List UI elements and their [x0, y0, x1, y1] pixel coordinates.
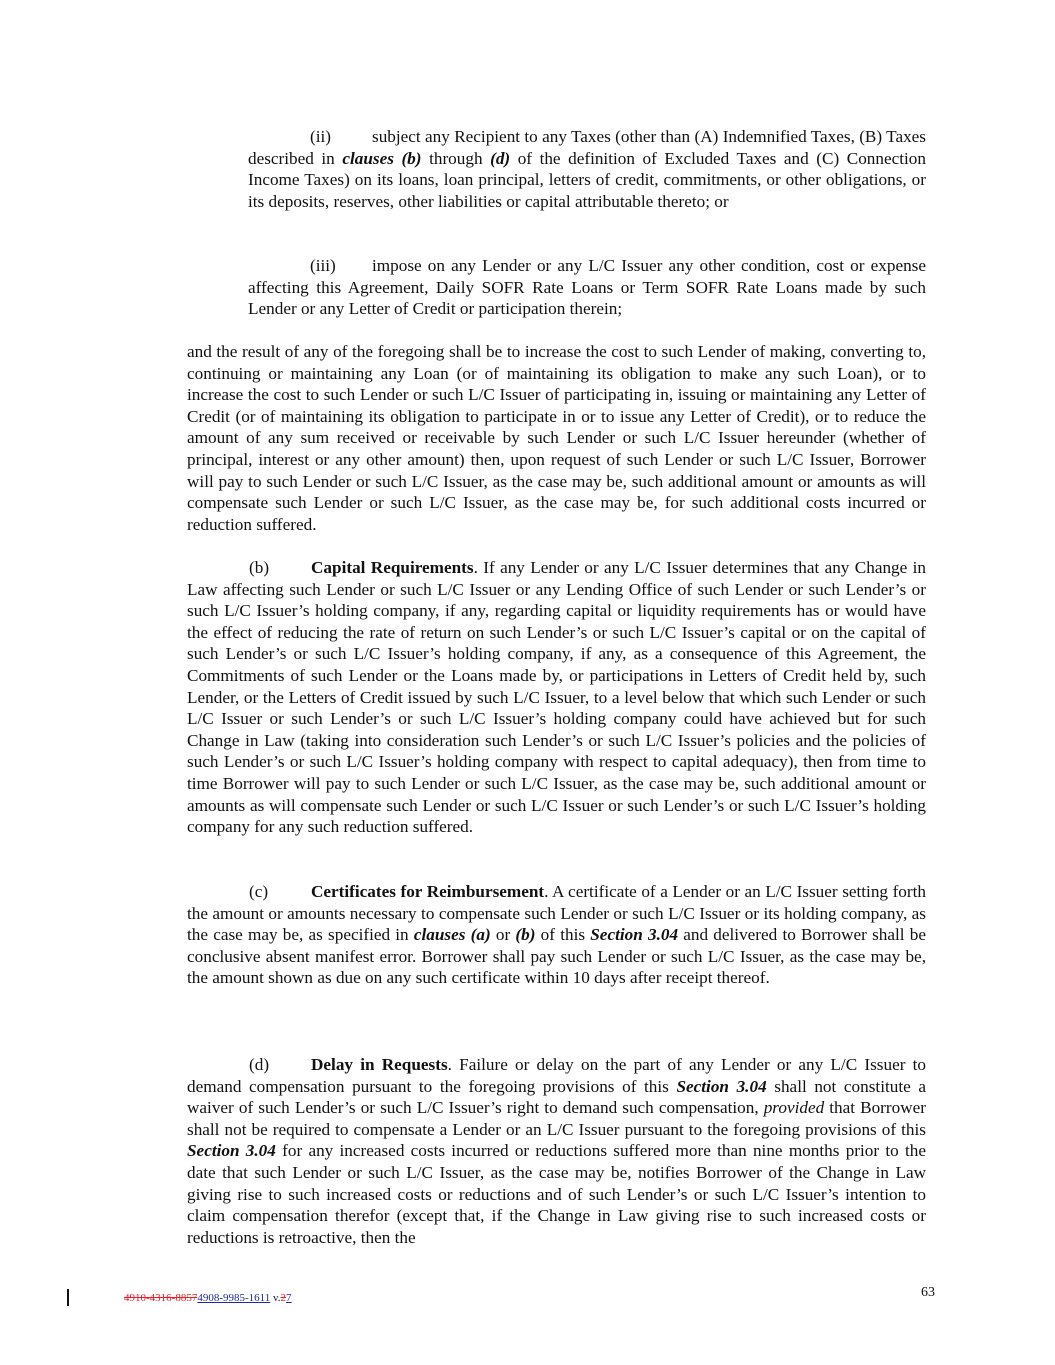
paragraph-text: that Borrower shall not be required to compensate a Lender or an L/C Issuer pursuant to the foregoing provisions of this — [187, 1098, 926, 1139]
paragraph-label: (d) — [249, 1055, 270, 1074]
paragraph-iii — [248, 255, 926, 320]
paragraph-label: (b) — [249, 558, 270, 577]
paragraph-text: of this — [535, 925, 591, 945]
section-reference: Section 3.04 — [676, 1076, 767, 1096]
proviso-term: provided — [763, 1098, 825, 1118]
paragraph-result — [187, 341, 926, 535]
paragraph-label: (c) — [249, 882, 269, 901]
paragraph-text: or — [490, 925, 516, 945]
change-bar-marker — [67, 1289, 69, 1306]
paragraph-label: (ii) — [310, 127, 331, 146]
paragraph-text: for any increased costs incurred or reductions suffered more than nine months prior to the date that such Lender or such L/C Issuer, as the case may be, notifies Borrower of the Change in Law giving rise to such increased costs or reductions and of such Lender’s or such L/C Issuer’s intention to claim compensation therefor (except that, if the Change in Law giving rise to such increased costs or reductions is retroactive, then the — [187, 1141, 926, 1247]
inserted-version: 7 — [286, 1292, 292, 1304]
paragraph-text: impose on any Lender or any L/C Issuer any other condition, cost or expense affecting this Agreement, Daily SOFR Rate Loans or Term SOFR Rate Loans made by such Lender or any Letter of Credit or participation therein; — [248, 256, 926, 319]
paragraph-text: . A certificate of a Lender or an L/C Issuer setting forth the amount or amounts necessary to compensate such Lender or such L/C Issuer or its holding company, as the case may be, as specified in — [187, 882, 926, 945]
paragraph-text: . If any Lender or any L/C Issuer determines that any Change in Law affecting such Lender or such L/C Issuer or any Lending Office of such Lender or such Lender’s or such L/C Issuer’s holding company, if any, regarding capital or liquidity requirements has or would have the effect of reducing the rate of return on such Lender’s or such L/C Issuer’s capital or on the capital of such Lender’s or such L/C Issuer’s holding company, if any, as a consequence of this Agreement, the Commitments of such Lender or the Loans made by, or participations in Letters of Credit held by, such Lender, or the Letters of Credit issued by such L/C Issuer, to a level below that which such Lender or such L/C Issuer or such Lender’s or such L/C Issuer’s holding company could have achieved but for such Change in Law (taking into consideration such Lender’s or such L/C Issuer’s policies and the policies of such Lender’s or such L/C Issuer’s holding company with respect to capital adequacy), then from time to time Borrower will pay to such Lender or such L/C Issuer, as the case may be, such additional amount or amounts as will compensate such Lender or such L/C Issuer or such Lender’s or such L/C Issuer’s holding company for any such reduction suffered. — [187, 558, 927, 837]
deleted-doc-id: 4910-4316-8857 — [124, 1292, 198, 1304]
paragraph-text: . Failure or delay on the part of any Lender or any L/C Issuer to demand compensation pursuant to the foregoing provisions of this — [187, 1055, 926, 1096]
paragraph-text: and the result of any of the foregoing shall be to increase the cost to such Lender of making, converting to, continuing or maintaining any Loan (or of maintaining its obligation to make any such Loan), or to increase the cost to such Lender or such L/C Issuer of participating in, issuing or maintaining any Letter of Credit (or of maintaining its obligation to participate in or to issue any Letter of Credit), or to reduce the amount of any sum received or receivable by such Lender or such L/C Issuer hereunder (whether of principal, interest or any other amount) then, upon request of such Lender or such L/C Issuer, Borrower will pay to such Lender or such L/C Issuer, as the case may be, such additional amount or amounts as will compensate such Lender or such L/C Issuer, as the case may be, for such additional costs incurred or reduction suffered. — [187, 342, 926, 534]
version-prefix: v. — [270, 1292, 281, 1304]
paragraph-text: of the definition of Excluded Taxes and (C) Connection Income Taxes) on its loans, loan principal, letters of credit, commitments, or other obligations, or its deposits, reserves, other liabilities or capital attributable thereto; or — [248, 148, 926, 211]
deleted-version: 2 — [280, 1292, 287, 1304]
paragraph-ii — [248, 126, 926, 212]
paragraph-text: subject any Recipient to any Taxes (other than (A) Indemnified Taxes, (B) Taxes described in — [248, 127, 926, 168]
clause-reference: (d) — [490, 148, 511, 168]
paragraph-label: (iii) — [310, 256, 336, 275]
document-id-footer — [124, 1291, 292, 1305]
clause-reference: (b) — [515, 925, 536, 945]
paragraph-text: shall not constitute a waiver of such Lender’s or such L/C Issuer’s right to demand such compensation, — [187, 1076, 926, 1118]
paragraph-d-delay-in-requests — [187, 1054, 926, 1248]
paragraph-c-certificates — [187, 881, 926, 989]
section-heading: Delay in Requests — [311, 1055, 448, 1074]
page-number: 63 — [921, 1285, 935, 1300]
paragraph-text: and delivered to Borrower shall be conclusive absent manifest error. Borrower shall pay such Lender or such L/C Issuer, as the case may be, the amount shown as due on any such certificate within 10 days after receipt thereof. — [187, 925, 926, 988]
section-heading: Capital Requirements — [311, 558, 474, 577]
paragraph-text: through — [421, 148, 491, 168]
clause-reference: clauses (a) — [413, 925, 491, 945]
section-reference: Section 3.04 — [590, 925, 679, 945]
clause-reference: clauses (b) — [342, 148, 422, 168]
section-reference: Section 3.04 — [187, 1141, 276, 1161]
paragraph-b-capital-requirements — [187, 557, 926, 838]
section-heading: Certificates for Reimbursement — [311, 882, 545, 901]
inserted-doc-id: 4908-9985-1611 — [197, 1292, 271, 1304]
